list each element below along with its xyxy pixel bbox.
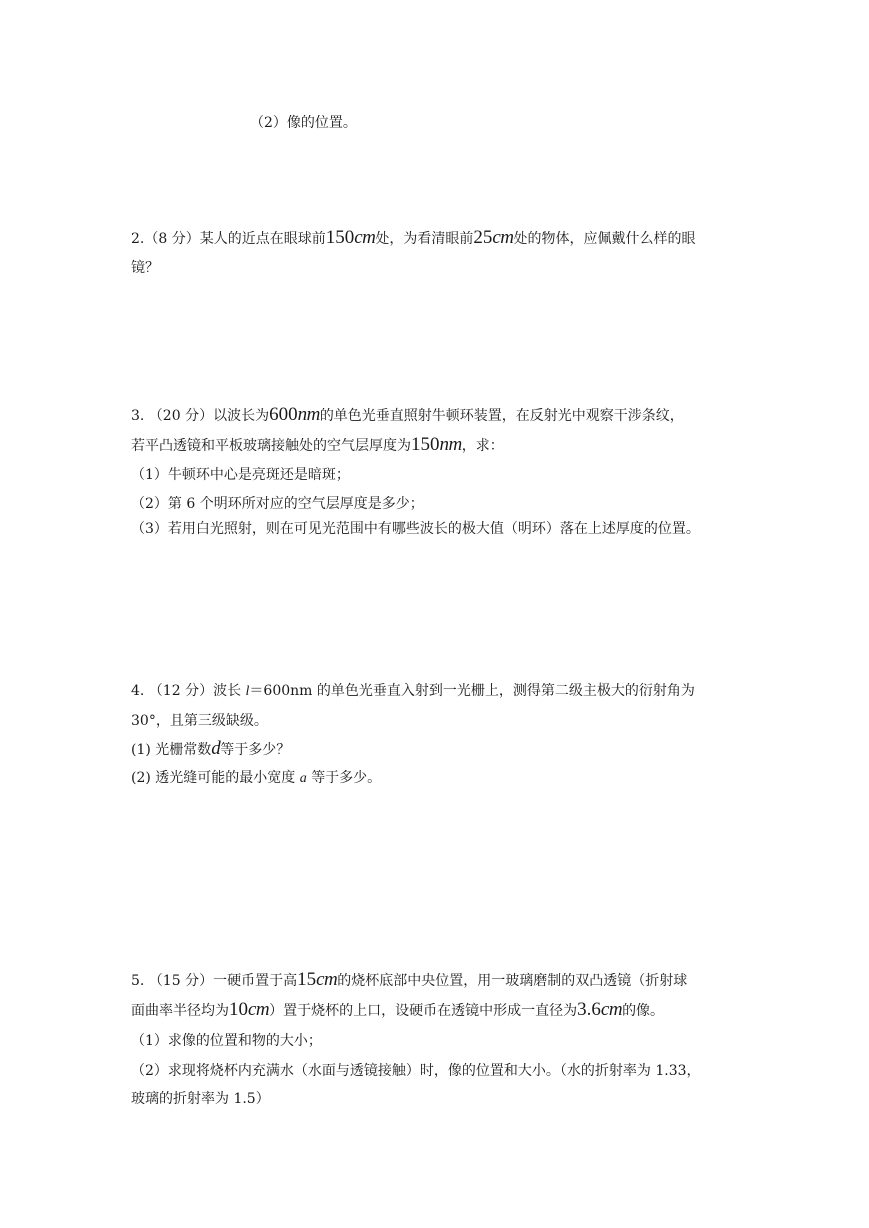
q3-thickness-value: 150: [411, 434, 440, 455]
q5-diameter-unit: cm: [600, 999, 623, 1020]
q5-height-value: 15: [297, 969, 317, 990]
q3-wavelength-unit: nm: [297, 404, 320, 425]
q4-text-line1: [131, 681, 695, 702]
q5-radius-value: 10: [229, 999, 248, 1020]
q3-item-3: （3）若用白光照射，则在可见光范围中有哪些波长的极大值（明环）落在上述厚度的位置。: [131, 521, 700, 537]
q2-prefix: 2.（8 分）某人的近点在眼球前: [131, 231, 326, 247]
q2-object-distance-value: 25: [473, 227, 493, 248]
q3-item-2: （2）第 6 个明环所对应的空气层厚度是多少；: [131, 496, 424, 512]
q3-text-line2: [131, 435, 504, 456]
q4-prefix: 4. （12 分）波长: [131, 683, 242, 699]
q5-prefix: 5. （15 分）一硬币置于高: [131, 973, 298, 989]
q4-text-line2: 30°，且第三级缺级。: [131, 713, 268, 729]
q3-prefix: 3. （20 分）以波长为: [131, 408, 270, 424]
q5-text-line2: [131, 1000, 664, 1021]
q4-lambda-symbol: l: [245, 684, 250, 699]
q3-line2-suffix: ，求：: [461, 438, 504, 454]
q2-text-line1: [131, 228, 696, 249]
q3-thickness-unit: nm: [439, 434, 462, 455]
q2-near-point-unit: cm: [354, 227, 376, 248]
q5-item-1: （1）求像的位置和物的大小；: [131, 1033, 322, 1049]
q3-wavelength-value: 600: [269, 404, 298, 425]
q4-grating-constant-symbol: d: [211, 738, 221, 759]
q5-diameter-value: 3.6: [577, 999, 601, 1020]
q5-line2-prefix: 面曲率半径均为: [131, 1003, 229, 1019]
q4-item1-suffix: 等于多少？: [220, 742, 291, 758]
q4-item1-prefix: (1) 光栅常数: [131, 742, 212, 758]
q4-item-2: [131, 768, 381, 789]
q5-item-2-line2: 玻璃的折射率为 1.5）: [131, 1091, 270, 1107]
q1-item-2: （2）像的位置。: [250, 115, 357, 131]
q5-height-unit: cm: [316, 969, 338, 990]
q2-suffix: 处的物体，应佩戴什么样的眼: [513, 231, 696, 247]
q4-item2-suffix: 等于多少。: [311, 770, 382, 786]
q3-item-1: （1）牛顿环中心是亮斑还是暗斑；: [131, 467, 350, 483]
q2-mid: 处，为看清眼前: [375, 231, 474, 247]
q5-line2-suffix: 的像。: [622, 1003, 665, 1019]
q3-mid: 的单色光垂直照射牛顿环装置，在反射光中观察干涉条纹，: [319, 408, 684, 424]
q5-radius-unit: cm: [248, 999, 270, 1020]
q3-line2-prefix: 若平凸透镜和平板玻璃接触处的空气层厚度为: [131, 438, 411, 454]
q3-text-line1: [131, 405, 684, 426]
q5-text-line1: [131, 970, 687, 991]
q5-item-2-line1: （2）求现将烧杯内充满水（水面与透镜接触）时，像的位置和大小。（水的折射率为 1.33，: [131, 1063, 701, 1079]
q2-object-distance-unit: cm: [492, 227, 514, 248]
q2-text-line2: 镜？: [131, 260, 159, 276]
q4-item-1: [131, 739, 290, 760]
q2-near-point-value: 150: [325, 227, 355, 248]
q4-suffix: ＝600nm 的单色光垂直入射到一光栅上，测得第二级主极大的衍射角为: [249, 683, 695, 699]
q5-line2-mid: ）置于烧杯的上口，设硬币在透镜中形成一直径为: [269, 1003, 578, 1019]
q5-suffix: 的烧杯底部中央位置，用一玻璃磨制的双凸透镜（折射球: [337, 973, 688, 989]
q4-slit-width-symbol: a: [299, 771, 307, 786]
q4-item2-prefix: (2) 透光缝可能的最小宽度: [131, 770, 296, 786]
